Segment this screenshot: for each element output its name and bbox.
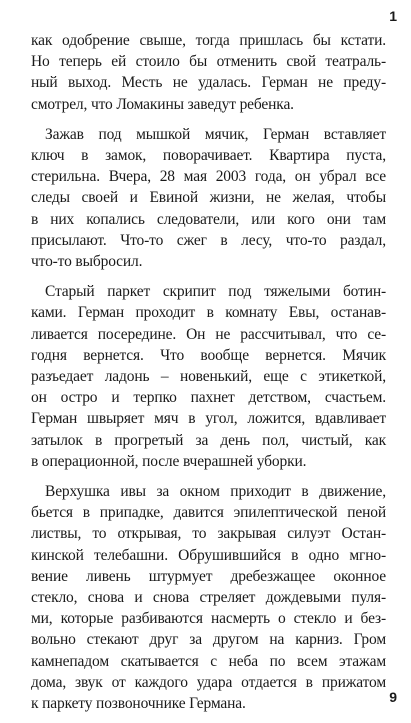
text-line: кинской телебашни. Обрушившийся в одно мгно- <box>31 546 386 564</box>
text-line: Зажав под мышкой мячик, Герман вставляет <box>45 125 386 143</box>
text-line: ключ в замок, поворачивает. Квартира пуста, <box>31 147 386 165</box>
paragraph <box>31 124 386 272</box>
text-line: листвы, то открывая, то закрывая силуэт Остан- <box>31 525 386 543</box>
text-line: ми, которые разбиваются насмерть о стекло и без- <box>31 610 386 628</box>
paragraph <box>31 481 386 714</box>
text-line: стекло, снова и снова стреляет дождевыми пуля- <box>31 589 386 607</box>
paragraph <box>31 30 386 115</box>
text-line: присылают. Что-то сжег в лесу, что-то раздал, <box>31 231 386 249</box>
text-line: Но теперь ей стоило бы отменить свой театраль- <box>31 53 386 71</box>
page-number-top: 1 <box>389 8 397 24</box>
text-line: что-то выбросил. <box>31 253 143 271</box>
text-line: Старый паркет скрипит под тяжелыми ботин- <box>45 283 386 301</box>
text-line: дома, звук от каждого удара отдается в прижатом <box>31 673 386 691</box>
text-line: следы своей и Евиной жизни, не желая, чтобы <box>31 189 386 207</box>
text-line: он остро и терпко пахнет детством, счастьем. <box>31 389 386 407</box>
text-line: камнепадом скатывается с неба по всем этажам <box>31 652 386 670</box>
text-line: разъедает ладонь – новенький, еще с этикеткой, <box>31 368 386 386</box>
text-line: смотрел, что Ломакины заведут ребенка. <box>31 95 294 113</box>
page-number-bottom: 9 <box>389 689 397 705</box>
text-line: ный выход. Месть не удалась. Герман не преду- <box>31 74 386 92</box>
text-line: бьется в припадке, давится эпилептической пеной <box>31 504 386 522</box>
text-line: вольно стекают друг за другом на карниз. Гром <box>31 631 386 649</box>
paragraph <box>31 281 386 472</box>
text-line: годня вернется. Что вообще вернется. Мячик <box>31 346 386 364</box>
text-line: Верхушка ивы за окном приходит в движение, <box>45 483 386 501</box>
text-body <box>31 30 386 723</box>
text-line: затылок в прогретый за день пол, чистый, как <box>31 431 386 449</box>
text-line: ками. Герман проходит в комнату Евы, останав- <box>31 304 386 322</box>
text-line: вение ливень штурмует дребезжащее оконное <box>31 567 386 585</box>
text-line: в них копались следователи, или кого они там <box>31 210 386 228</box>
text-line: стерильна. Вчера, 28 мая 2003 года, он убрал все <box>31 168 386 186</box>
text-line: к паркету позвоночнике Германа. <box>31 695 246 713</box>
text-line: в операционной, после вчерашней уборки. <box>31 452 307 470</box>
text-line: ливается посередине. Он не рассчитывал, что се- <box>31 325 386 343</box>
text-line: как одобрение свыше, тогда пришлась бы кстати. <box>31 32 386 49</box>
text-line: Герман швыряет мяч в угол, ложится, вдавливает <box>31 410 386 428</box>
